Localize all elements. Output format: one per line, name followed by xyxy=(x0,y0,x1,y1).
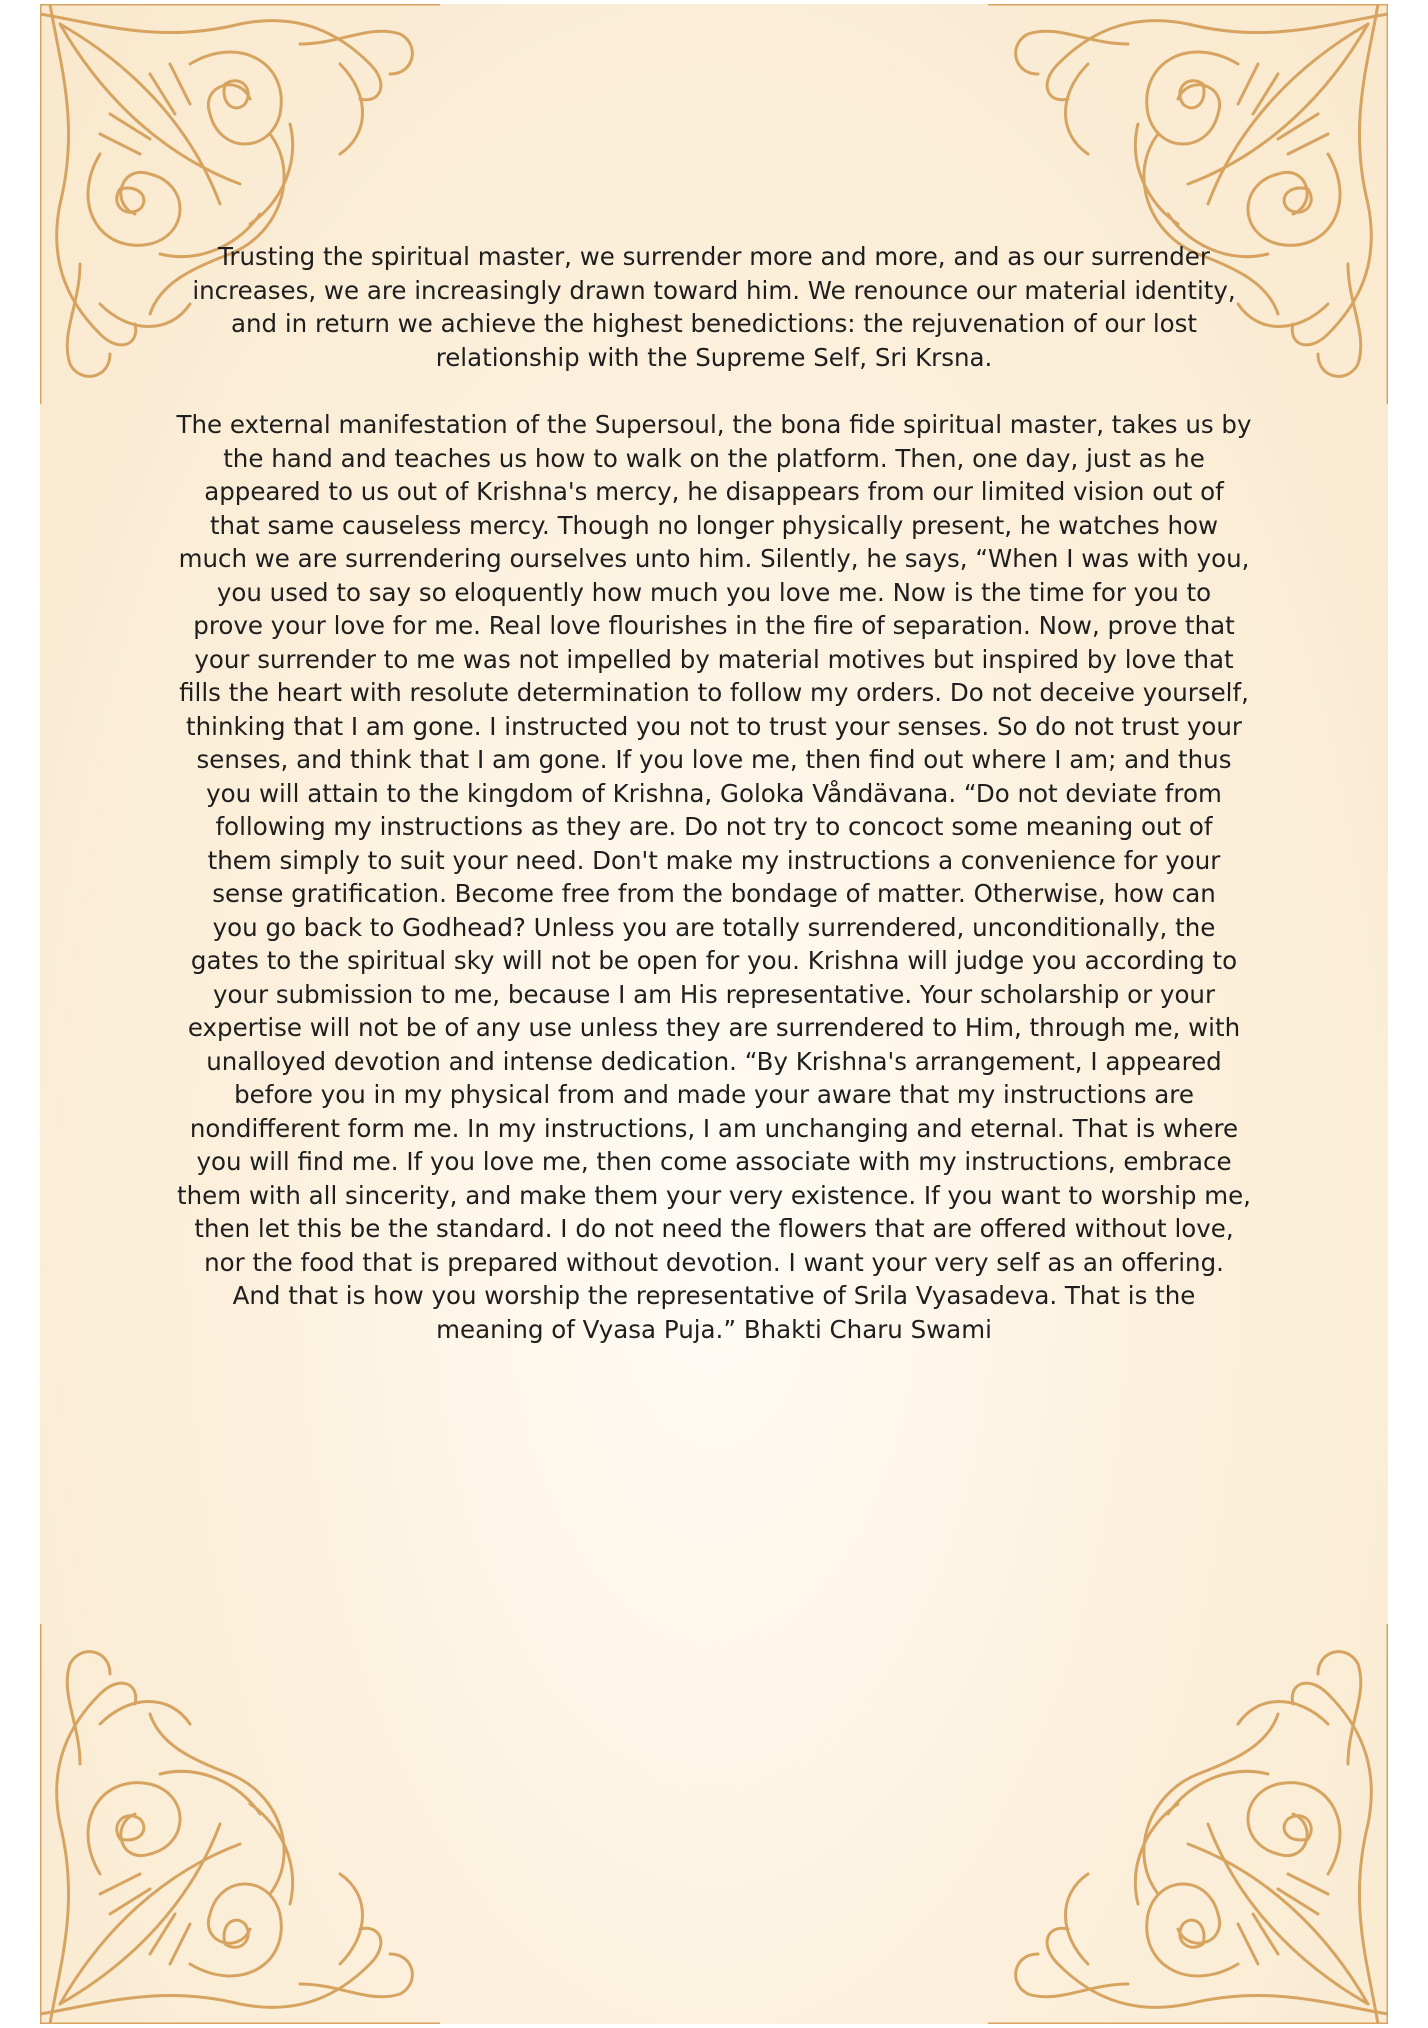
text-line: them simply to suit your need. Don't make my instructions a convenience for your xyxy=(207,845,1221,875)
text-line: gates to the spiritual sky will not be open for you. Krishna will judge you according to xyxy=(190,946,1238,975)
text-line: following my instructions as they are. Do not try to concoct some meaning out of xyxy=(215,812,1213,841)
text-line: increases, we are increasingly drawn toward him. We renounce our material identity, xyxy=(192,275,1236,305)
text-line: that same causeless mercy. Though no longer physically present, he watches how xyxy=(209,510,1219,540)
text-line: your surrender to me was not impelled by material motives but inspired by love that xyxy=(194,644,1234,674)
text-line: And that is how you worship the representative of Srila Vyasadeva. That is the xyxy=(232,1281,1196,1310)
text-line: unalloyed devotion and intense dedication. “By Krishna's arrangement, I appeared xyxy=(206,1046,1222,1076)
text-line: before you in my physical from and made your aware that my instructions are xyxy=(234,1080,1194,1109)
text-line: your submission to me, because I am His representative. Your scholarship or your xyxy=(212,979,1216,1009)
paisley-ornament-icon xyxy=(40,1624,440,2024)
text-line: fills the heart with resolute determination to follow my orders. Do not deceive yourself, xyxy=(179,678,1249,707)
text-line: expertise will not be of any use unless they are surrendered to Him, through me, with xyxy=(187,1013,1241,1042)
text-line: The external manifestation of the Supersoul, the bona fide spiritual master, takes us by xyxy=(176,410,1252,439)
text-line: the hand and teaches us how to walk on the platform. Then, one day, just as he xyxy=(223,443,1205,473)
text-line: you will attain to the kingdom of Krishna, Goloka Våndävana. “Do not deviate from xyxy=(206,778,1222,808)
text-line: nor the food that is prepared without devotion. I want your very self as an offering. xyxy=(204,1247,1224,1277)
text-line: you will find me. If you love me, then come associate with my instructions, embrace xyxy=(196,1147,1232,1176)
corner-ornament-bottom-right xyxy=(988,1624,1388,2024)
paragraph-quote xyxy=(40,408,1388,1346)
text-line: sense gratification. Become free from the bondage of matter. Otherwise, how can xyxy=(212,879,1216,908)
text-line: thinking that I am gone. I instructed you not to trust your senses. So do not trust your xyxy=(186,711,1242,741)
text-line: much we are surrendering ourselves unto him. Silently, he says, “When I was with you, xyxy=(178,544,1250,573)
text-line: then let this be the standard. I do not need the flowers that are offered without love, xyxy=(194,1214,1234,1243)
text-line: and in return we achieve the highest benedictions: the rejuvenation of our lost xyxy=(230,309,1197,338)
paragraph-intro xyxy=(40,240,1388,374)
text-line: you go back to Godhead? Unless you are totally surrendered, unconditionally, the xyxy=(212,912,1216,942)
text-line: Trusting the spiritual master, we surrender more and more, and as our surrender xyxy=(218,242,1210,271)
paisley-ornament-icon xyxy=(988,1624,1388,2024)
text-line: relationship with the Supreme Self, Sri Krsna. xyxy=(435,342,993,372)
document-page xyxy=(40,4,1388,2024)
text-line: prove your love for me. Real love flourishes in the fire of separation. Now, prove that xyxy=(193,611,1235,640)
text-line: them with all sincerity, and make them your very existence. If you want to worship me, xyxy=(177,1180,1251,1210)
text-line: senses, and think that I am gone. If you love me, then find out where I am; and thus xyxy=(196,745,1232,774)
text-line: you used to say so eloquently how much you love me. Now is the time for you to xyxy=(216,577,1212,607)
corner-ornament-bottom-left xyxy=(40,1624,440,2024)
text-line: nondifferent form me. In my instructions, I am unchanging and eternal. That is where xyxy=(189,1113,1239,1143)
text-line: appeared to us out of Krishna's mercy, he disappears from our limited vision out of xyxy=(204,477,1224,506)
text-line: meaning of Vyasa Puja.” Bhakti Charu Swami xyxy=(436,1314,992,1344)
